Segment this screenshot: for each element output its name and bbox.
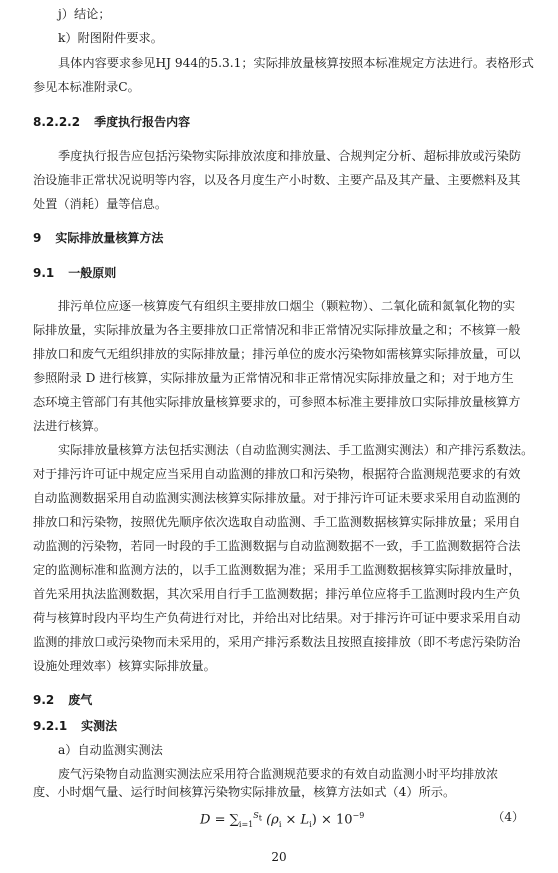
section-heading-9-1 — [33, 265, 116, 281]
section-number: 9.1 — [33, 266, 55, 280]
body-text: 参见本标准附录C。 — [33, 80, 140, 94]
formula-lhs: D — [200, 812, 211, 828]
body-text: 态环境主管部门有其他实际排放量核算要求的，可参照本标准主要排放口实际排放量核算方 — [33, 395, 521, 409]
section-title: 一般原则 — [68, 266, 117, 280]
formula-times-L: × L — [281, 812, 310, 828]
subitem-a: a）自动监测实测法 — [58, 743, 163, 757]
body-text: 度、小时烟气量、运行时间核算污染物实际排放量，核算方法如式（4）所示。 — [33, 785, 456, 799]
body-text: 治设施非正常状况说明等内容，以及各月度生产小时数、主要产品及其产量、主要燃料及其 — [33, 173, 521, 187]
body-text: 首先采用执法监测数据，其次采用自行手工监测数据；排污单位应将手工监测时段内生产负 — [33, 587, 521, 601]
page-number: 20 — [271, 850, 287, 864]
section-number: 8.2.2.2 — [33, 115, 81, 129]
section-number: 9.2 — [33, 693, 55, 707]
body-text: 废气污染物自动监测实测法应采用符合监测规范要求的有效自动监测小时平均排放浓 — [58, 767, 498, 781]
body-text: 季度执行报告应包括污染物实际排放浓度和排放量、合规判定分析、超标排放或污染防 — [58, 149, 522, 163]
body-text: 监测的排放口或污染物而未采用的，采用产排污系数法且按照直接排放（即不考虑污染防治 — [33, 635, 521, 649]
section-heading-9-2 — [33, 692, 92, 708]
section-number: 9.2.1 — [33, 719, 68, 733]
section-heading-9-2-1 — [33, 718, 117, 734]
body-text: 排放口和废气无组织排放的实际排放量；排污单位的废水污染物如需核算实际排放量，可以 — [33, 347, 521, 361]
section-title: 实际排放量核算方法 — [55, 231, 164, 245]
body-text: 排放口和污染物，按照优先顺序依次选取自动监测、手工监测数据核算实际排放量；采用自 — [33, 515, 521, 529]
body-text: 实际排放量核算方法包括实测法（自动监测实测法、手工监测实测法）和产排污系数法。 — [58, 443, 534, 457]
body-text: 法进行核算。 — [33, 419, 107, 433]
body-text: 对于排污许可证中规定应当采用自动监测的排放口和污染物，根据符合监测规范要求的有效 — [33, 467, 521, 481]
formula-L-index: i — [309, 819, 312, 829]
section-heading-9 — [33, 230, 163, 246]
body-text: 处置（消耗）量等信息。 — [33, 197, 168, 211]
body-text: 荷与核算时段内平均生产负荷进行对比，并给出对比结果。对于排污许可证中要求采用自动 — [33, 611, 521, 625]
formula-sum: ∑ — [229, 812, 239, 828]
body-text: 参照附录 D 进行核算，实际排放量为正常情况和非正常情况实际排放量之和；对于地方生 — [33, 371, 514, 385]
section-title: 实测法 — [81, 719, 118, 733]
formula-sum-lower: i=1 — [238, 819, 254, 829]
formula-times-ten: × 10 — [316, 812, 353, 828]
equation-4 — [200, 806, 364, 835]
section-title: 季度执行报告内容 — [94, 115, 191, 129]
list-item-j: j）结论； — [58, 7, 111, 21]
body-text: 排污单位应逐一核算废气有组织主要排放口烟尘（颗粒物）、二氧化硫和氮氧化物的实 — [58, 299, 516, 313]
body-text: 动监测的污染物，若同一时段的手工监测数据与自动监测数据不一致，手工监测数据符合法 — [33, 539, 521, 553]
formula-sum-upper-t: t — [258, 813, 262, 823]
section-number: 9 — [33, 231, 42, 245]
section-heading-8-2-2-2 — [33, 114, 190, 130]
body-text: 自动监测数据采用自动监测实测法核算实际排放量。对于排污许可证未要求采用自动监测的 — [33, 491, 521, 505]
body-text: 际排放量，实际排放量为各主要排放口正常情况和非正常情况实际排放量之和；不核算一般 — [33, 323, 521, 337]
section-title: 废气 — [68, 693, 93, 707]
equation-number: （4） — [492, 810, 524, 824]
body-text: 定的监测标准和监测方法的，以手工监测数据为准；采用手工监测数据核算实际排放量时， — [33, 563, 521, 577]
formula-equals: = — [210, 812, 230, 828]
formula-sum-upper — [253, 811, 262, 823]
formula-exponent: −9 — [352, 811, 365, 820]
formula-sum-upper-S: S — [253, 811, 259, 820]
list-item-k: k）附图附件要求。 — [58, 31, 163, 45]
formula-rho-index: i — [278, 819, 282, 829]
body-text: 设施处理效率）核算实际排放量。 — [33, 659, 216, 673]
formula-body-open: (ρ — [266, 812, 279, 828]
body-text: 具体内容要求参见HJ 944的5.3.1；实际排放量核算按照本标准规定方法进行。表格形式 — [58, 56, 534, 70]
formula-close: ) — [311, 812, 317, 828]
